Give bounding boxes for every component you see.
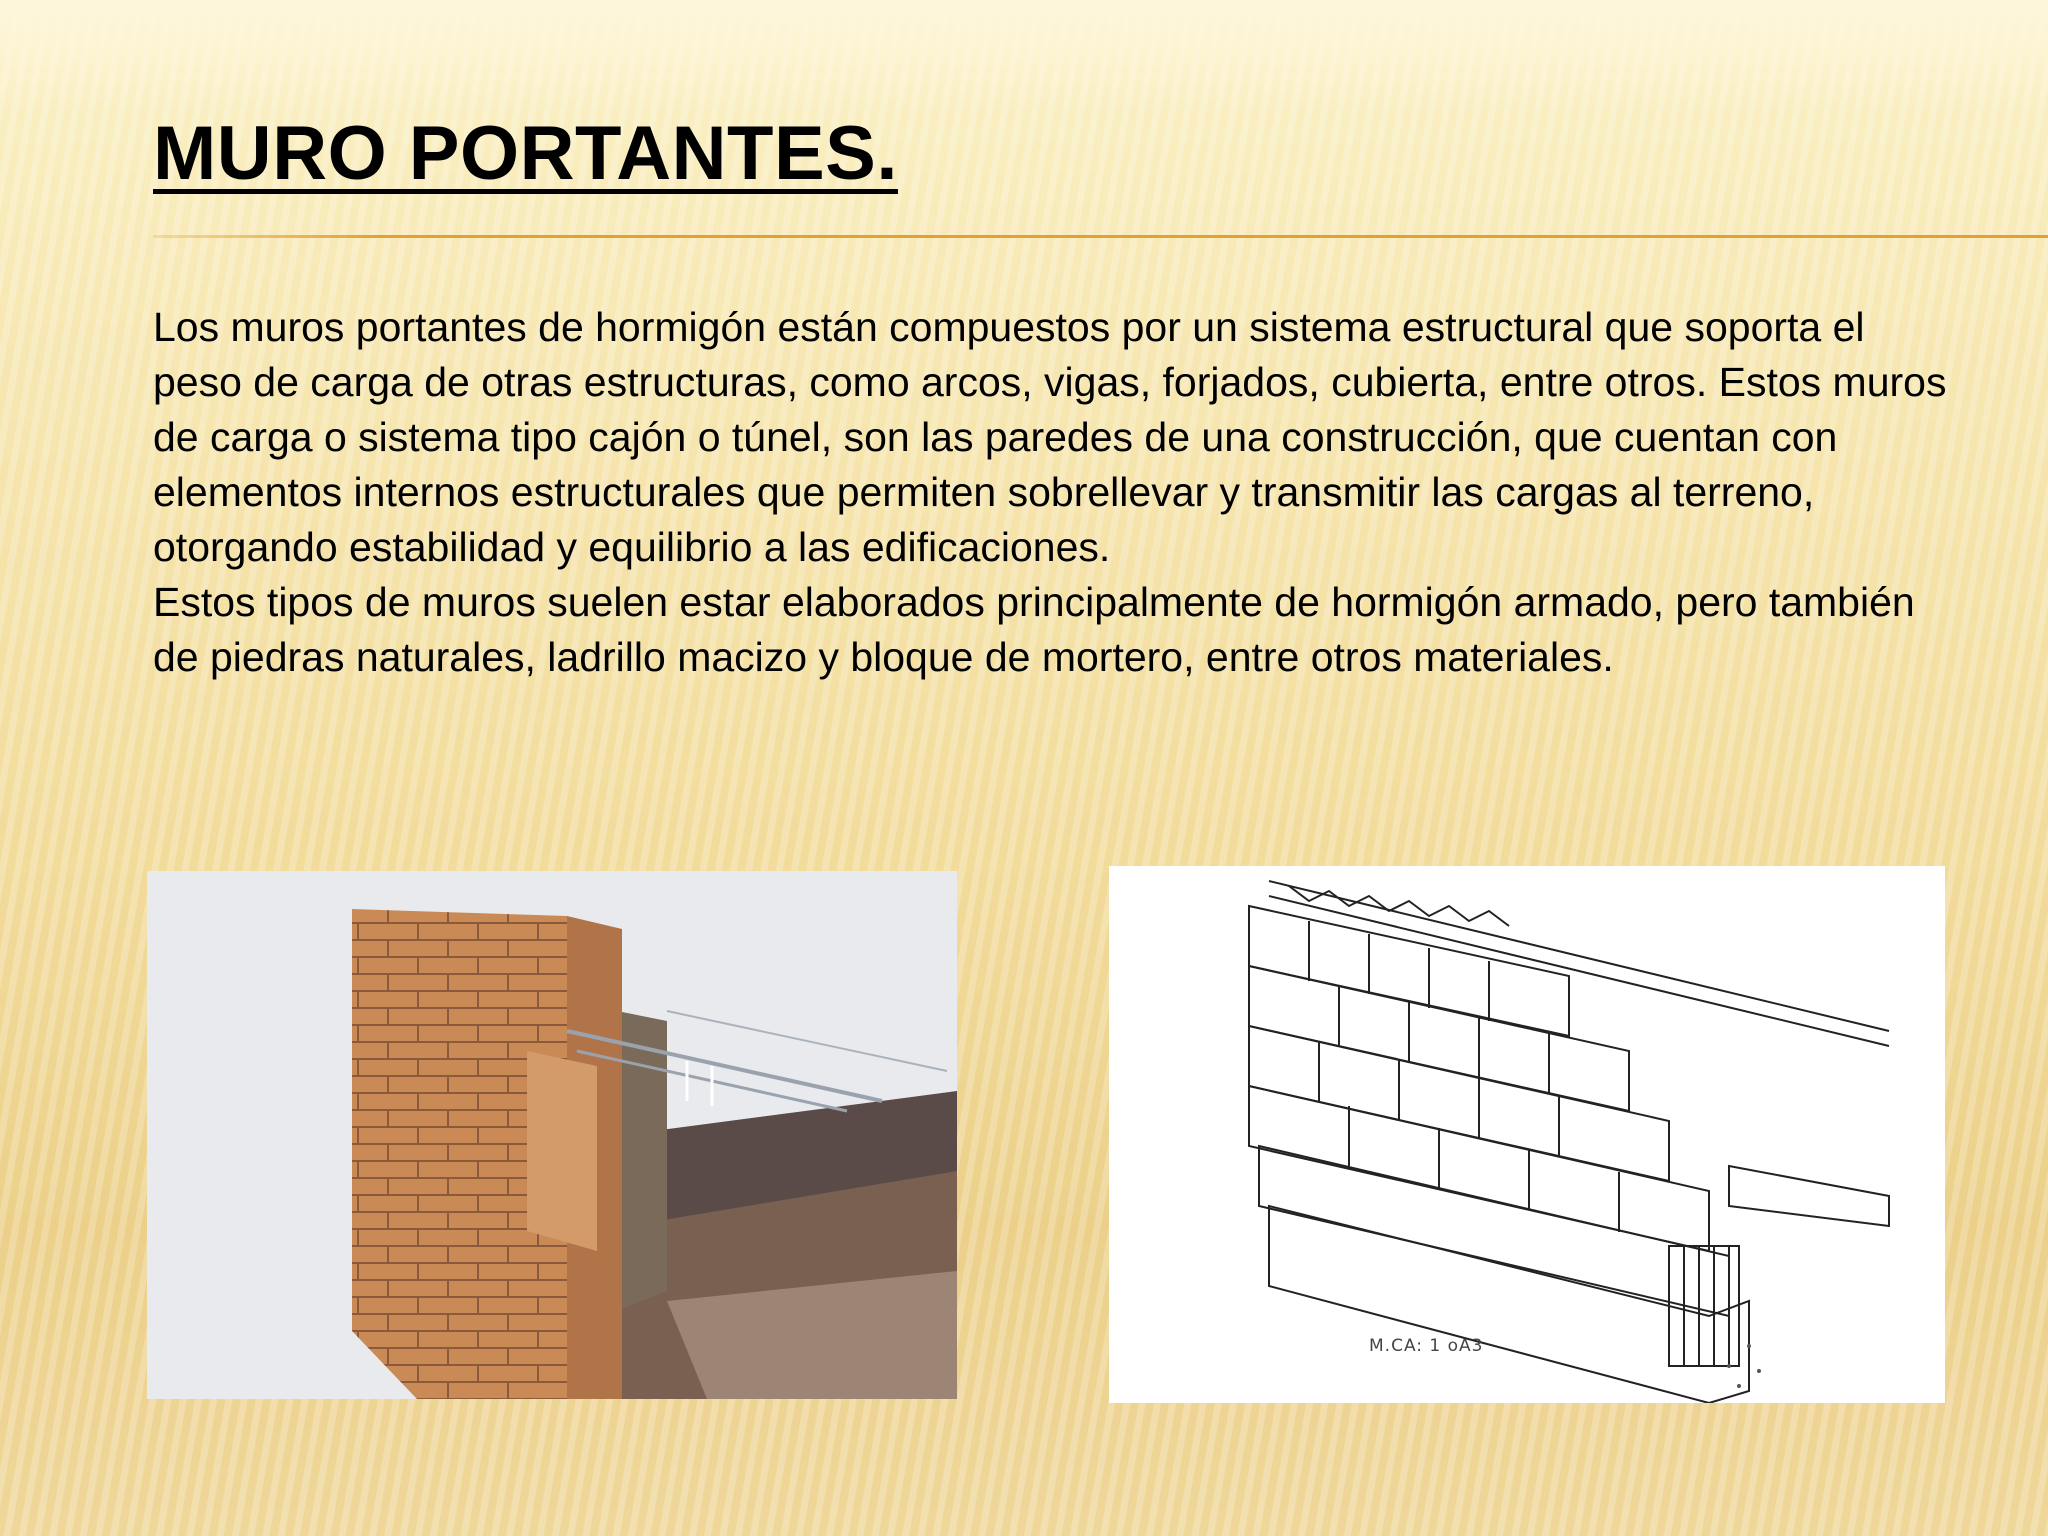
brick-wall-illustration: [147, 871, 957, 1399]
slide-background-band: [0, 0, 2048, 110]
drawing-scale-label: M.CA: 1 oA3: [1369, 1336, 1484, 1356]
paragraph-2: Estos tipos de muros suelen estar elaborados principalmente de hormigón armado, pero también de piedras naturales, ladrillo macizo y bloque de mortero, entre otros materiales.: [153, 579, 1915, 680]
slide-title: MURO PORTANTES.: [153, 111, 898, 196]
block-wall-technical-drawing: [1109, 866, 1945, 1403]
slide-body: [153, 300, 1953, 685]
paragraph-1: Los muros portantes de hormigón están compuestos por un sistema estructural que soporta el peso de carga de otras estructuras, como arcos, vigas, forjados, cubierta, entre otros. Estos muros de carga o sistema tipo cajón o túnel, son las paredes de una construcción, que cuentan con elementos internos estructurales que permiten sobrellevar y transmitir las cargas al terreno, otorgando estabilidad y equilibrio a las edificaciones.: [153, 304, 1947, 570]
title-divider: [153, 235, 2048, 238]
